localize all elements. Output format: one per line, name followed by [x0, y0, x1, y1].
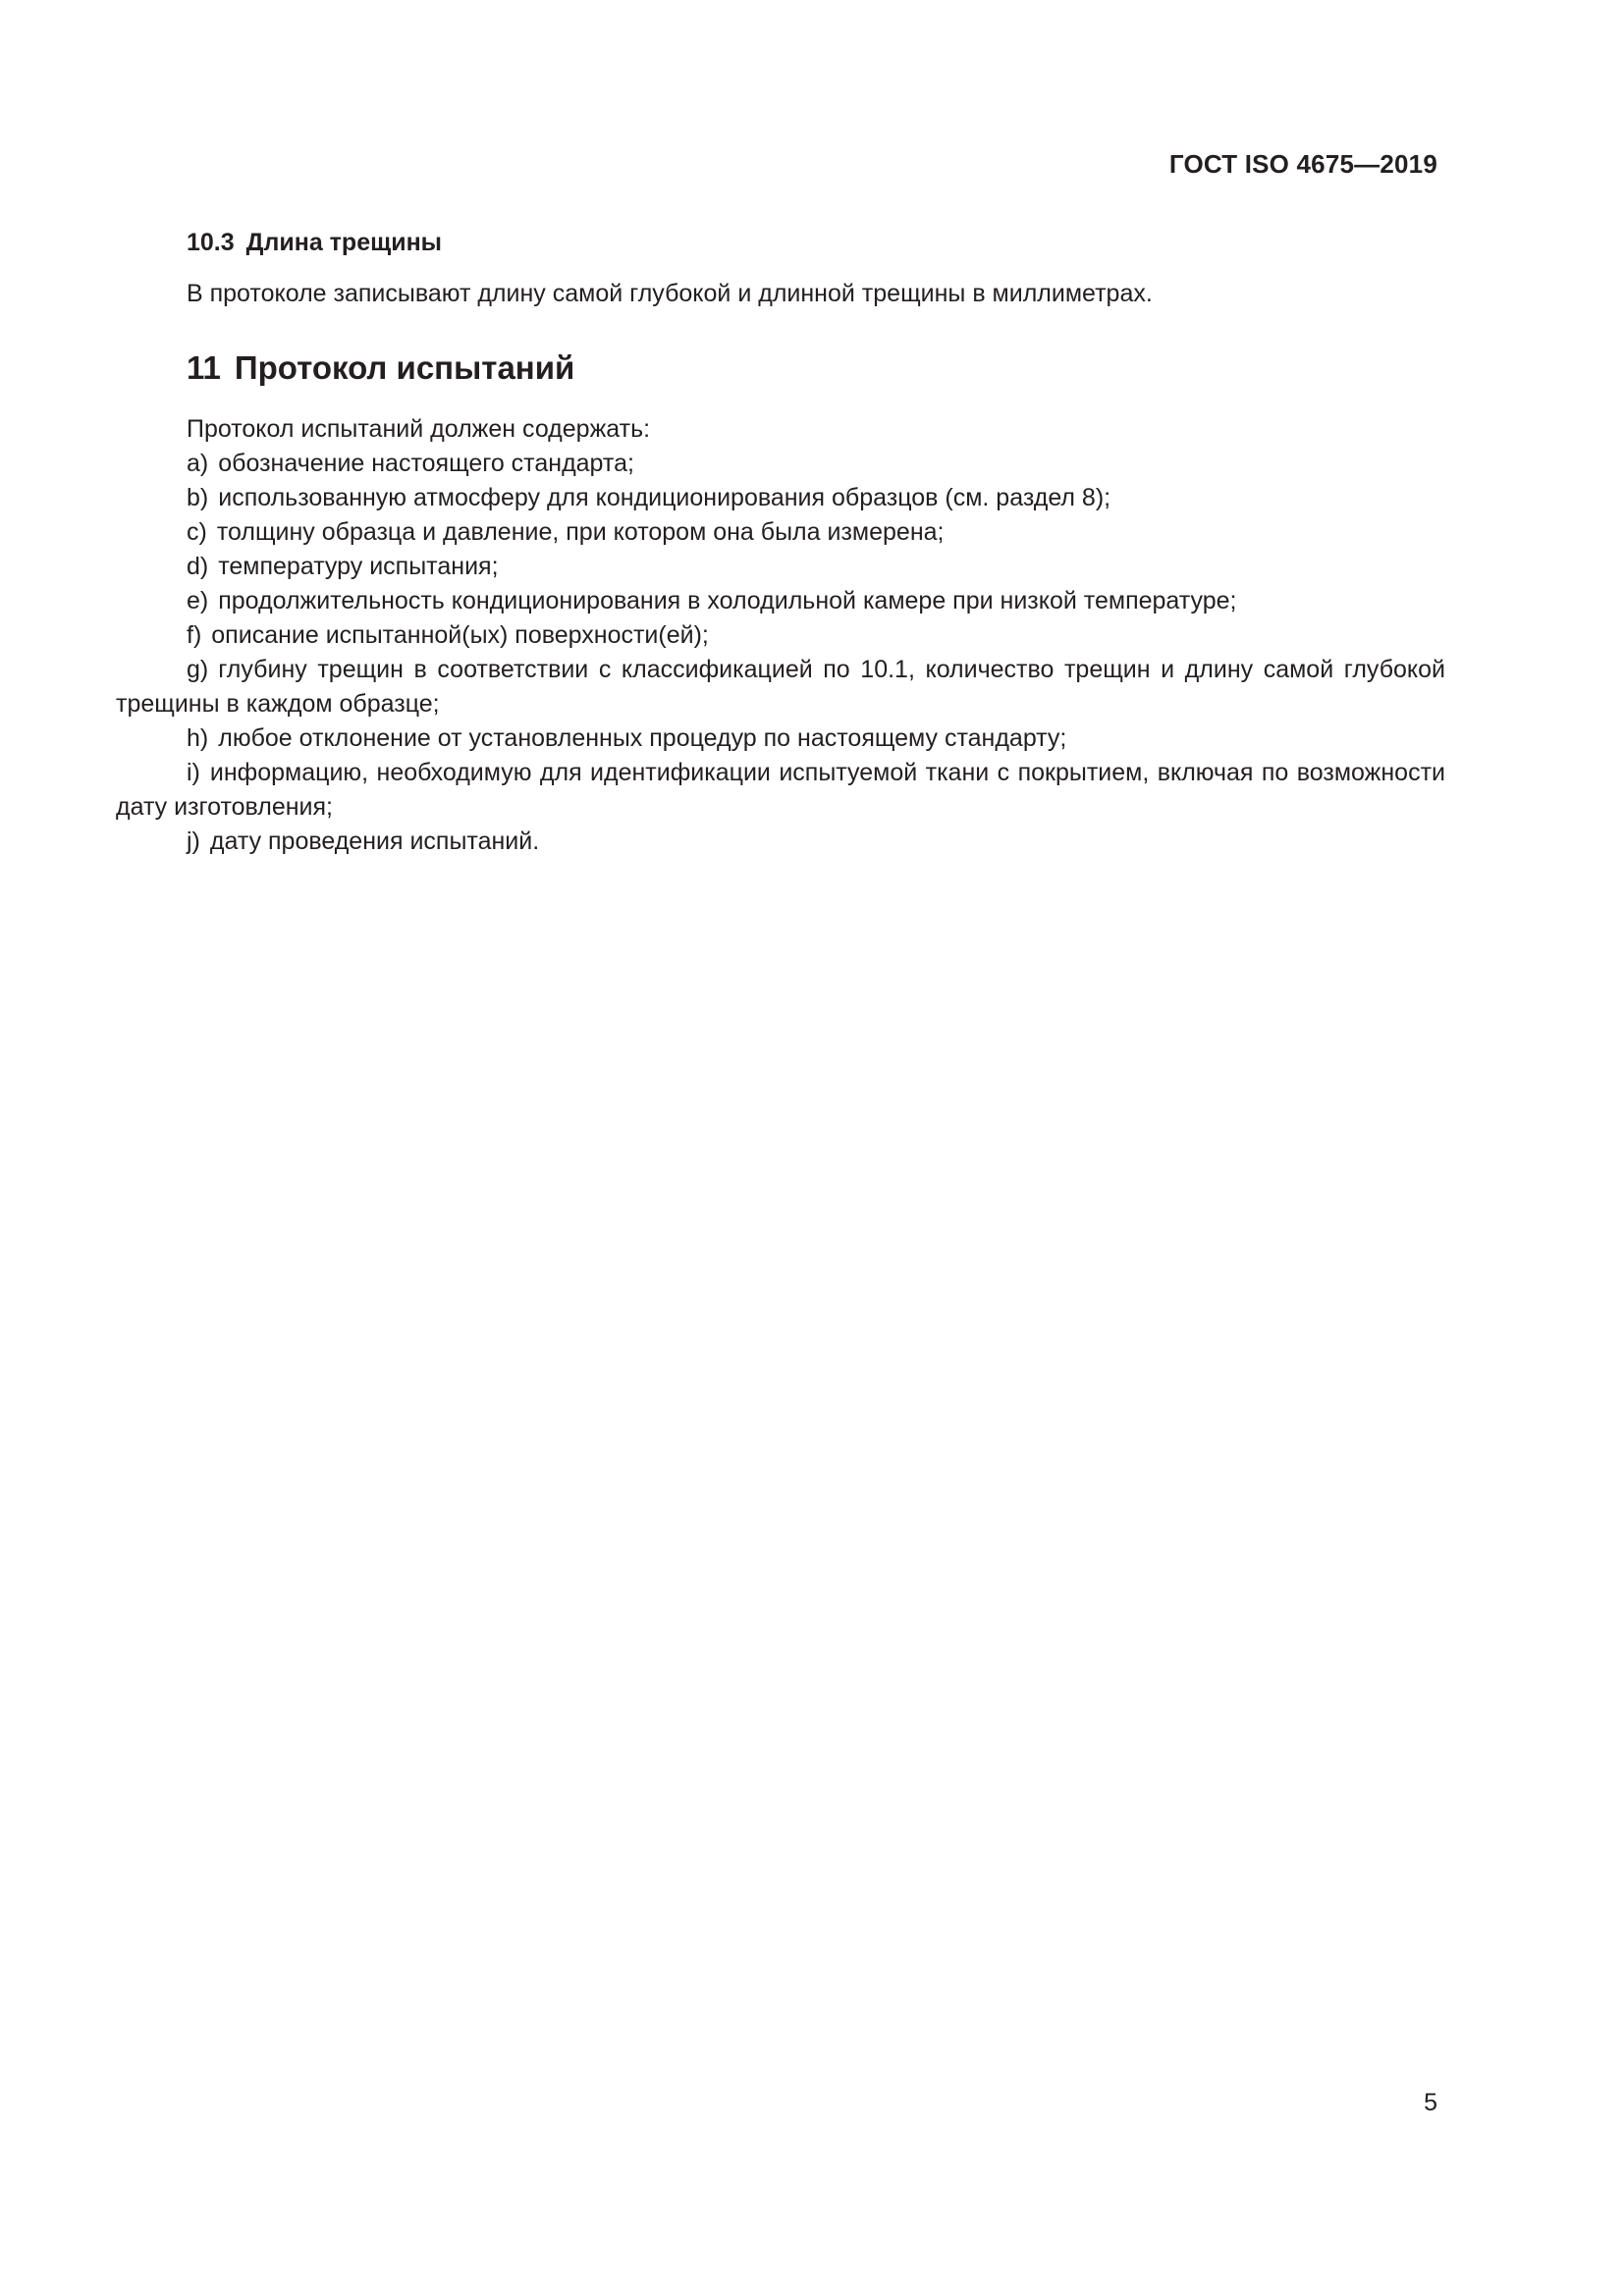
subsection-heading [187, 229, 442, 257]
list-item [116, 515, 1445, 550]
list-item-text: описание испытанной(ых) поверхности(ей); [211, 621, 709, 649]
page-number: 5 [1424, 2089, 1437, 2116]
section-intro: Протокол испытаний должен содержать: [187, 415, 651, 443]
list-item-text: информацию, необходимую для идентификации испытуемой ткани с покрытием, включая по возможности дату изготовления; [116, 759, 1445, 821]
list-item [116, 447, 1445, 481]
list-item-marker: d) [187, 553, 209, 580]
list-item-text: глубину трещин в соответствии с классификацией по 10.1, количество трещин и длину самой глубокой трещины в каждом образце; [116, 656, 1445, 718]
list-item [116, 721, 1445, 756]
section-title: Протокол испытаний [234, 349, 575, 386]
subsection-number: 10.3 [187, 229, 235, 256]
list-item-text: любое отклонение от установленных процедур по настоящему стандарту; [218, 724, 1067, 752]
standard-designation: ГОСТ ISO 4675—2019 [1168, 149, 1437, 179]
list-item-marker: b) [187, 484, 209, 511]
list-item-marker: a) [187, 450, 209, 477]
list-item-text: обозначение настоящего стандарта; [218, 450, 634, 477]
list-item-text: толщину образца и давление, при котором она была измерена; [216, 518, 945, 546]
list-item-marker: e) [187, 587, 209, 614]
section-heading [187, 349, 574, 387]
list-item [116, 653, 1445, 721]
list-item-text: дату проведения испытаний. [209, 828, 540, 855]
subsection-title: Длина трещины [245, 229, 443, 256]
list-item-text: температуру испытания; [218, 553, 499, 580]
list-item [116, 825, 1445, 859]
list-item-marker: j) [187, 828, 200, 855]
list-item-text: продолжительность кондиционирования в холодильной камере при низкой температуре; [218, 587, 1237, 614]
subsection-paragraph: В протоколе записывают длину самой глубокой и длинной трещины в миллиметрах. [187, 280, 1153, 307]
list-item-marker: f) [187, 621, 202, 649]
section-body [116, 412, 1445, 859]
list-item-marker: h) [187, 724, 209, 752]
list-item [116, 584, 1445, 618]
list-item [116, 756, 1445, 825]
list-item [116, 618, 1445, 653]
section-number: 11 [187, 349, 221, 386]
list-item-marker: c) [187, 518, 207, 546]
list-item-marker: i) [187, 759, 200, 786]
list-item-text: использованную атмосферу для кондиционирования образцов (см. раздел 8); [218, 484, 1111, 511]
list-item-marker: g) [187, 656, 209, 683]
list-item [116, 550, 1445, 584]
list-item [116, 481, 1445, 515]
